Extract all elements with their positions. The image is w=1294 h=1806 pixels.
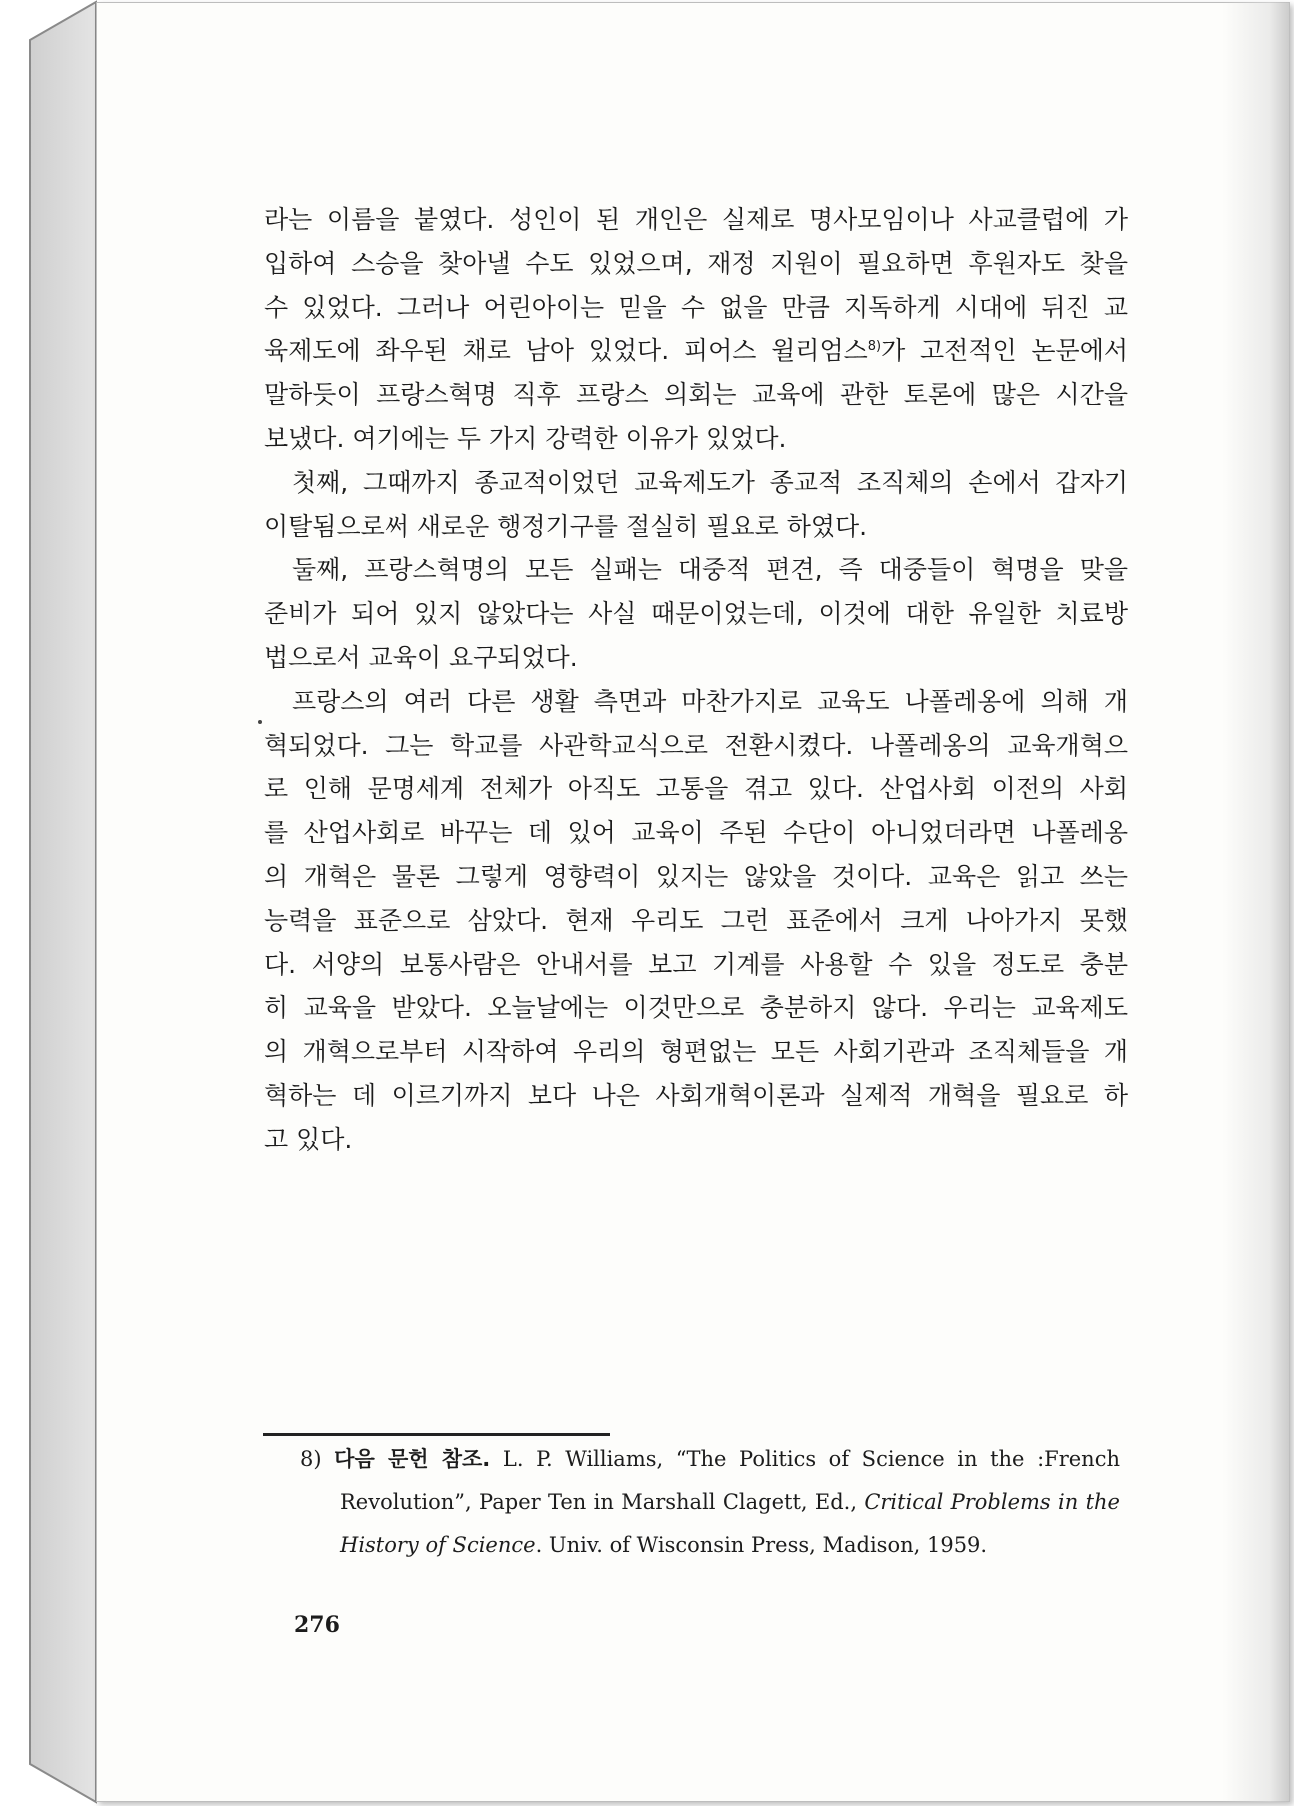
line: 능력을 표준으로 삼았다. 현재 우리도 그런 표준에서 크게 나아가지 못했 [264,905,1128,935]
paragraph-1-end [264,417,1128,461]
line: 의 개혁은 물론 그렇게 영향력이 있지는 않았을 것이다. 교육은 읽고 쓰는 [264,861,1128,891]
line: 라는 이름을 붙였다. 성인이 된 개인은 실제로 명사모임이나 사교클럽에 가 [264,205,1128,234]
line: 프랑스의 여러 다른 생활 측면과 마찬가지로 교육도 나폴레옹에 의해 개 [292,686,1128,716]
body-text [264,198,1128,1162]
footnote-book-title: History of Science [340,1533,536,1557]
paragraph-1 [264,198,1128,417]
page-number: 276 [294,1612,340,1638]
line: 를 산업사회로 바꾸는 데 있어 교육이 주된 수단이 아니었더라면 나폴레옹 [264,818,1128,848]
paragraph-3-mid [264,592,1128,636]
line: 로 인해 문명세계 전체가 아직도 고통을 겪고 있다. 산업사회 이전의 사회 [264,774,1128,804]
line: 히 교육을 받았다. 오늘날에는 이것만으로 충분하지 않다. 우리는 교육제도 [264,993,1128,1023]
footnote-8 [300,1438,1120,1567]
paragraph-4-body [264,724,1128,1118]
footnote-reference[interactable]: 8) [867,339,882,355]
line: 보냈다. 여기에는 두 가지 강력한 이유가 있었다. [264,423,787,453]
line: 의 개혁으로부터 시작하여 우리의 형편없는 모든 사회기관과 조직체들을 개 [264,1037,1128,1067]
line: 다. 서양의 보통사람은 안내서를 보고 기계를 사용할 수 있을 정도로 충분 [264,949,1128,979]
line: 말하듯이 프랑스혁명 직후 프랑스 의회는 교육에 관한 토론에 많은 시간을 [264,380,1128,410]
line: 고 있다. [264,1124,353,1154]
line: 가 고전적인 논문에서 [881,336,1128,366]
footnote-book-title: Critical Problems in the [864,1490,1120,1514]
paragraph-4 [264,680,1128,724]
paragraph-3-end [264,636,1128,680]
line: 혁하는 데 이르기까지 보다 나은 사회개혁이론과 실제적 개혁을 필요로 하 [264,1080,1128,1110]
footnote-line-1 [300,1438,1120,1481]
line: 혁되었다. 그는 학교를 사관학교식으로 전환시켰다. 나폴레옹의 교육개혁으 [264,730,1128,760]
footnote-korean: 다음 문헌 참조. [334,1447,491,1471]
footnote-number: 8) [300,1447,322,1471]
footnote-divider [263,1433,610,1436]
line: 수 있었다. 그러나 어린아이는 믿을 수 없을 만큼 지독하게 시대에 뒤진 교 [264,292,1128,322]
footnote-citation: Revolution”, Paper Ten in Marshall Clagett, Ed., [340,1490,865,1514]
footnote-citation: L. P. Williams, “The Politics of Science in the :French [502,1447,1120,1471]
line: 둘째, 프랑스혁명의 모든 실패는 대중적 편견, 즉 대중들이 혁명을 맞을 [292,555,1128,585]
line: 준비가 되어 있지 않았다는 사실 때문이었는데, 이것에 대한 유일한 치료방 [264,599,1128,629]
line: 입하여 스승을 찾아낼 수도 있었으며, 재정 지원이 필요하면 후원자도 찾을 [264,248,1128,278]
paragraph-2-end [264,505,1128,549]
paragraph-4-end [264,1118,1128,1162]
paragraph-2 [264,461,1128,505]
line: 이탈됨으로써 새로운 행정기구를 절실히 필요로 하였다. [264,511,868,541]
footnote-publisher: . Univ. of Wisconsin Press, Madison, 1959. [535,1533,988,1557]
line: 법으로서 교육이 요구되었다. [264,642,578,672]
footnote-line-3 [300,1524,1120,1567]
scan-speck [258,720,262,724]
footnote-line-2 [300,1481,1120,1524]
line: 첫째, 그때까지 종교적이었던 교육제도가 종교적 조직체의 손에서 갑자기 [292,467,1128,497]
line: 육제도에 좌우된 채로 남아 있었다. 피어스 윌리엄스 [264,336,868,366]
paragraph-3 [264,548,1128,592]
